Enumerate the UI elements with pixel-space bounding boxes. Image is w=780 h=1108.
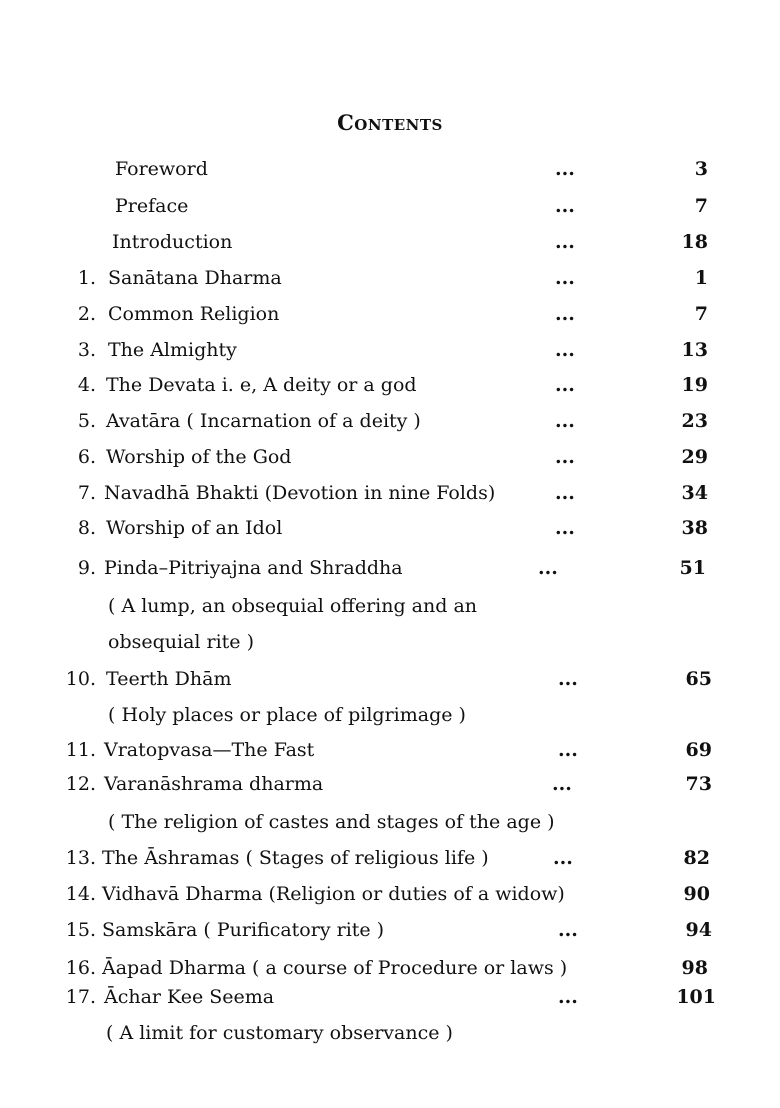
toc-entry-label: The Devata i. e, A deity or a god xyxy=(106,374,417,396)
toc-entry-number: 12. xyxy=(65,773,96,795)
toc-leader: ... xyxy=(555,267,575,289)
toc-entry-page: 13 xyxy=(681,339,708,361)
toc-entry-number: 3. xyxy=(77,339,96,361)
toc-entry-page: 82 xyxy=(683,847,710,869)
toc-entry-subtitle: ( A limit for customary observance ) xyxy=(106,1022,453,1044)
toc-entry-number: 16. xyxy=(65,957,96,979)
toc-entry-label: Navadhā Bhakti (Devotion in nine Folds) xyxy=(104,482,496,504)
toc-entry-label: Sanātana Dharma xyxy=(108,267,282,289)
toc-leader: ... xyxy=(555,410,575,432)
toc-leader: ... xyxy=(552,773,572,795)
toc-entry-page: 101 xyxy=(676,986,716,1008)
toc-leader: ... xyxy=(555,374,575,396)
toc-entry-label: Vidhavā Dharma (Religion or duties of a widow) xyxy=(102,883,565,905)
toc-entry-label: Preface xyxy=(115,195,189,217)
toc-entry-number: 8. xyxy=(77,517,96,539)
toc-leader: ... xyxy=(555,446,575,468)
toc-entry-label: Āapad Dharma ( a course of Procedure or laws ) xyxy=(102,957,568,979)
toc-entry-number: 6. xyxy=(77,446,96,468)
toc-entry-subtitle: ( A lump, an obsequial offering and an xyxy=(108,595,478,617)
toc-entry-label: Common Religion xyxy=(108,303,280,325)
toc-leader: ... xyxy=(555,303,575,325)
toc-entry-subtitle: ( The religion of castes and stages of the age ) xyxy=(108,811,555,833)
toc-entry-page: 69 xyxy=(685,739,712,761)
toc-entry-number: 15. xyxy=(65,919,96,941)
toc-leader: ... xyxy=(555,482,575,504)
toc-entry-label: Pinda–Pitriyajna and Shraddha xyxy=(104,557,403,579)
toc-leader: ... xyxy=(558,919,578,941)
toc-leader: ... xyxy=(558,668,578,690)
toc-entry-number: 9. xyxy=(77,557,96,579)
toc-entry-page: 7 xyxy=(694,303,708,325)
toc-entry-label: Worship of the God xyxy=(106,446,292,468)
toc-entry-number: 13. xyxy=(65,847,96,869)
toc-entry-number: 4. xyxy=(77,374,96,396)
toc-entry-page: 19 xyxy=(681,374,708,396)
toc-entry-label: The Almighty xyxy=(108,339,237,361)
toc-entry-page: 38 xyxy=(681,517,708,539)
toc-entry-page: 90 xyxy=(683,883,710,905)
toc-entry-label: Introduction xyxy=(112,231,233,253)
toc-entry-label: Worship of an Idol xyxy=(106,517,283,539)
toc-entry-label: Foreword xyxy=(115,158,208,180)
toc-leader: ... xyxy=(538,557,558,579)
toc-leader: ... xyxy=(555,195,575,217)
toc-leader: ... xyxy=(553,847,573,869)
toc-entry-number: 5. xyxy=(77,410,96,432)
toc-entry-label: Samskāra ( Purificatory rite ) xyxy=(102,919,385,941)
toc-entry-subtitle: obsequial rite ) xyxy=(108,631,255,653)
toc-entry-page: 29 xyxy=(681,446,708,468)
toc-leader: ... xyxy=(555,231,575,253)
toc-leader: ... xyxy=(555,158,575,180)
toc-entry-page: 34 xyxy=(681,482,708,504)
toc-entry-page: 51 xyxy=(679,557,706,579)
toc-entry-number: 17. xyxy=(65,986,96,1008)
toc-entry-page: 1 xyxy=(694,267,708,289)
toc-leader: ... xyxy=(558,986,578,1008)
toc-entry-number: 1. xyxy=(77,267,96,289)
toc-entry-page: 23 xyxy=(681,410,708,432)
toc-entry-page: 18 xyxy=(681,231,708,253)
toc-entry-label: Varanāshrama dharma xyxy=(104,773,324,795)
toc-entry-label: Avatāra ( Incarnation of a deity ) xyxy=(106,410,421,432)
toc-leader: ... xyxy=(555,339,575,361)
toc-entry-number: 10. xyxy=(65,668,96,690)
toc-leader: ... xyxy=(555,517,575,539)
toc-entry-label: Teerth Dhām xyxy=(106,668,232,690)
toc-entry-number: 11. xyxy=(65,739,96,761)
toc-entry-page: 73 xyxy=(685,773,712,795)
toc-entry-subtitle: ( Holy places or place of pilgrimage ) xyxy=(108,704,466,726)
toc-entry-page: 65 xyxy=(685,668,712,690)
toc-leader: ... xyxy=(558,739,578,761)
toc-entry-label: The Āshramas ( Stages of religious life ) xyxy=(102,847,489,869)
toc-entry-page: 98 xyxy=(681,957,708,979)
toc-entry-page: 3 xyxy=(694,158,708,180)
toc-entry-number: 14. xyxy=(65,883,96,905)
toc-entry-number: 7. xyxy=(77,482,96,504)
toc-entry-number: 2. xyxy=(77,303,96,325)
page-title: Contents xyxy=(337,110,443,135)
toc-entry-label: Vratopvasa—The Fast xyxy=(104,739,315,761)
toc-entry-page: 7 xyxy=(694,195,708,217)
toc-entry-label: Āchar Kee Seema xyxy=(104,986,275,1008)
toc-entry-page: 94 xyxy=(685,919,712,941)
